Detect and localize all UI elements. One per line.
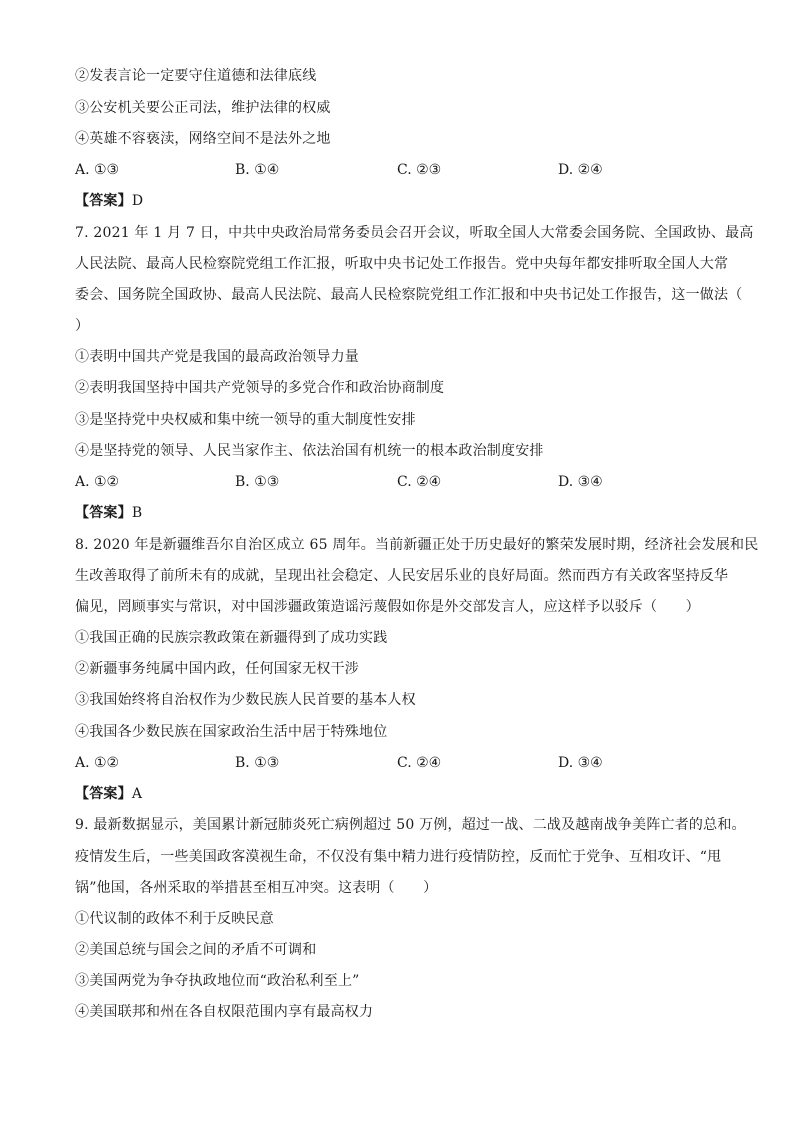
q8-options (75, 753, 735, 773)
answer-value: A (131, 786, 143, 802)
q8-option-b: B. ①③ (235, 755, 280, 771)
q9-stem-line-2: 疫情发生后，一些美国政客漠视生命，不仅没有集中精力进行疫情防控，反而忙于党争、互相攻讦、“甩 (75, 849, 722, 865)
q6-option-b: B. ①④ (235, 162, 280, 178)
q8-statement-4: ④我国各少数民族在国家政治生活中居于特殊地位 (75, 724, 388, 740)
q7-stem-line-4: ） (75, 318, 90, 334)
q6-statement-4: ④英雄不容亵渎，网络空间不是法外之地 (75, 131, 331, 147)
q9-statement-3: ③美国两党为争夺执政地位而“政治私利至上” (75, 973, 360, 989)
q8-stem-line-1: 8. 2020 年是新疆维吾尔自治区成立 65 周年。当前新疆正处于历史最好的繁荣发展时期，经济社会发展和民 (75, 537, 759, 553)
q6-statement-2: ②发表言论一定要守住道德和法律底线 (75, 68, 317, 84)
answer-label: 【答案】 (75, 505, 132, 521)
q7-answer (75, 503, 735, 523)
q9-stem-line-1: 9. 最新数据显示，美国累计新冠肺炎死亡病例超过 50 万例，超过一战、二战及越南战争美阵亡者的总和。 (75, 817, 746, 833)
q6-option-a: A. ①③ (75, 162, 120, 178)
q9-statement-4: ④美国联邦和州在各自权限范围内享有最高权力 (75, 1004, 374, 1020)
q7-option-a: A. ①② (75, 474, 120, 490)
q6-answer (75, 191, 735, 211)
q7-option-b: B. ①③ (235, 474, 280, 490)
q8-answer (75, 784, 735, 804)
q7-statement-2: ②表明我国坚持中国共产党领导的多党合作和政治协商制度 (75, 380, 445, 396)
q8-option-d: D. ③④ (558, 755, 603, 771)
q6-statement-3: ③公安机关要公正司法，维护法律的权威 (75, 100, 331, 116)
q8-statement-2: ②新疆事务纯属中国内政，任何国家无权干涉 (75, 661, 359, 677)
answer-label: 【答案】 (75, 193, 132, 209)
q6-option-d: D. ②④ (558, 162, 603, 178)
q7-stem-line-2: 人民法院、最高人民检察院党组工作汇报，听取中央书记处工作报告。党中央每年都安排听取全国人大常 (75, 256, 729, 272)
q9-statement-2: ②美国总统与国会之间的矛盾不可调和 (75, 942, 317, 958)
answer-value: D (131, 193, 144, 209)
q8-statement-1: ①我国正确的民族宗教政策在新疆得到了成功实践 (75, 630, 388, 646)
q7-statement-3: ③是坚持党中央权威和集中统一领导的重大制度性安排 (75, 412, 416, 428)
q6-options (75, 160, 735, 180)
q9-statement-1: ①代议制的政体不利于反映民意 (75, 911, 274, 927)
q8-statement-3: ③我国始终将自治权作为少数民族人民首要的基本人权 (75, 692, 416, 708)
q7-statement-1: ①表明中国共产党是我国的最高政治领导力量 (75, 349, 359, 365)
q7-options (75, 472, 735, 492)
q9-stem-line-3: 锅”他国，各州采取的举措甚至相互冲突。这表明（ ） (75, 880, 438, 896)
answer-label: 【答案】 (75, 786, 132, 802)
q7-stem-line-1: 7. 2021 年 1 月 7 日，中共中央政治局常务委员会召开会议，听取全国人大常委会国务院、全国政协、最高 (75, 225, 754, 241)
q7-stem-line-3: 委会、国务院全国政协、最高人民法院、最高人民检察院党组工作汇报和中央书记处工作报告，这一做法（ (75, 287, 743, 303)
q8-option-c: C. ②④ (397, 755, 442, 771)
q7-option-c: C. ②④ (397, 474, 442, 490)
q7-option-d: D. ③④ (558, 474, 603, 490)
q8-option-a: A. ①② (75, 755, 120, 771)
q8-stem-line-3: 偏见，罔顾事实与常识，对中国涉疆政策造谣污蔑假如你是外交部发言人，应这样予以驳斥（ ） (75, 599, 700, 615)
answer-value: B (131, 505, 143, 521)
q8-stem-line-2: 生改善取得了前所未有的成就，呈现出社会稳定、人民安居乐业的良好局面。然而西方有关政客坚持反华 (75, 568, 729, 584)
q7-statement-4: ④是坚持党的领导、人民当家作主、依法治国有机统一的根本政治制度安排 (75, 443, 544, 459)
q6-option-c: C. ②③ (397, 162, 442, 178)
